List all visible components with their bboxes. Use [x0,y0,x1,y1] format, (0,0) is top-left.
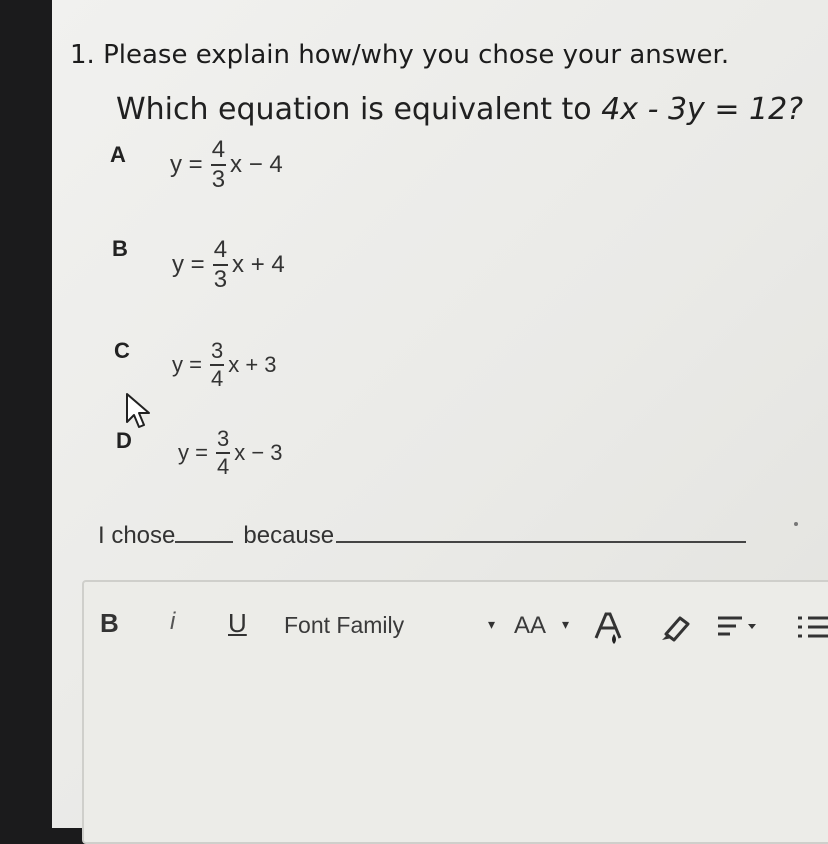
highlighter-icon[interactable] [658,612,694,642]
option-c-equation[interactable] [172,340,277,390]
option-d-fraction [216,428,230,478]
chevron-down-icon[interactable]: ▾ [488,616,496,632]
option-c-numerator: 3 [210,340,224,366]
chevron-down-icon[interactable]: ▾ [562,616,570,632]
prompt-text: Which equation is equivalent to [116,92,602,127]
option-a-letter[interactable]: A [110,142,126,167]
chosen-letter-blank[interactable] [175,523,233,543]
option-d-equation[interactable] [178,428,283,478]
option-b-fraction [213,238,228,292]
option-d-tail: x − 3 [234,440,283,465]
option-b-equation[interactable] [172,238,285,292]
option-b-letter[interactable]: B [112,236,128,261]
mouse-pointer-icon [124,392,154,432]
option-a-lhs: y = [170,151,203,178]
answer-editor [82,580,828,844]
font-color-icon[interactable] [592,610,624,646]
option-c-fraction [210,340,224,390]
option-a-tail: x − 4 [230,151,283,178]
option-a-denominator: 3 [211,166,226,193]
option-b-tail: x + 4 [232,251,285,278]
option-a-numerator: 4 [211,138,226,166]
question-title: 1. Please explain how/why you chose your answer. [70,40,730,70]
option-b-lhs: y = [172,251,205,278]
option-c-tail: x + 3 [228,352,277,377]
reason-blank[interactable] [336,523,746,543]
option-c-denominator: 4 [210,366,224,391]
bold-button[interactable]: B [100,608,119,638]
i-chose-label: I chose [98,522,176,549]
answer-sentence [98,522,746,550]
font-family-select[interactable]: Font Family [284,612,405,638]
list-icon[interactable] [796,612,828,642]
option-c-lhs: y = [172,352,202,377]
option-a-equation[interactable] [170,138,283,192]
option-b-numerator: 4 [213,238,228,266]
option-d-numerator: 3 [216,428,230,454]
font-size-button[interactable]: AA [514,612,547,639]
because-label: because [243,522,335,549]
underline-button[interactable]: U [228,608,247,638]
screen [52,0,828,828]
option-d-lhs: y = [178,440,208,465]
editor-toolbar [84,582,828,654]
option-a-fraction [211,138,226,192]
option-b-denominator: 3 [213,266,228,293]
editor-text-area[interactable] [84,654,828,842]
question-prompt [116,92,803,127]
italic-button[interactable]: i [170,608,176,635]
option-d-denominator: 4 [216,454,230,479]
prompt-equation: 4x - 3y = 12? [601,92,804,127]
align-icon[interactable] [716,614,758,640]
stray-dot [794,522,798,526]
option-d-letter[interactable]: D [116,428,132,453]
option-c-letter[interactable]: C [114,338,130,363]
